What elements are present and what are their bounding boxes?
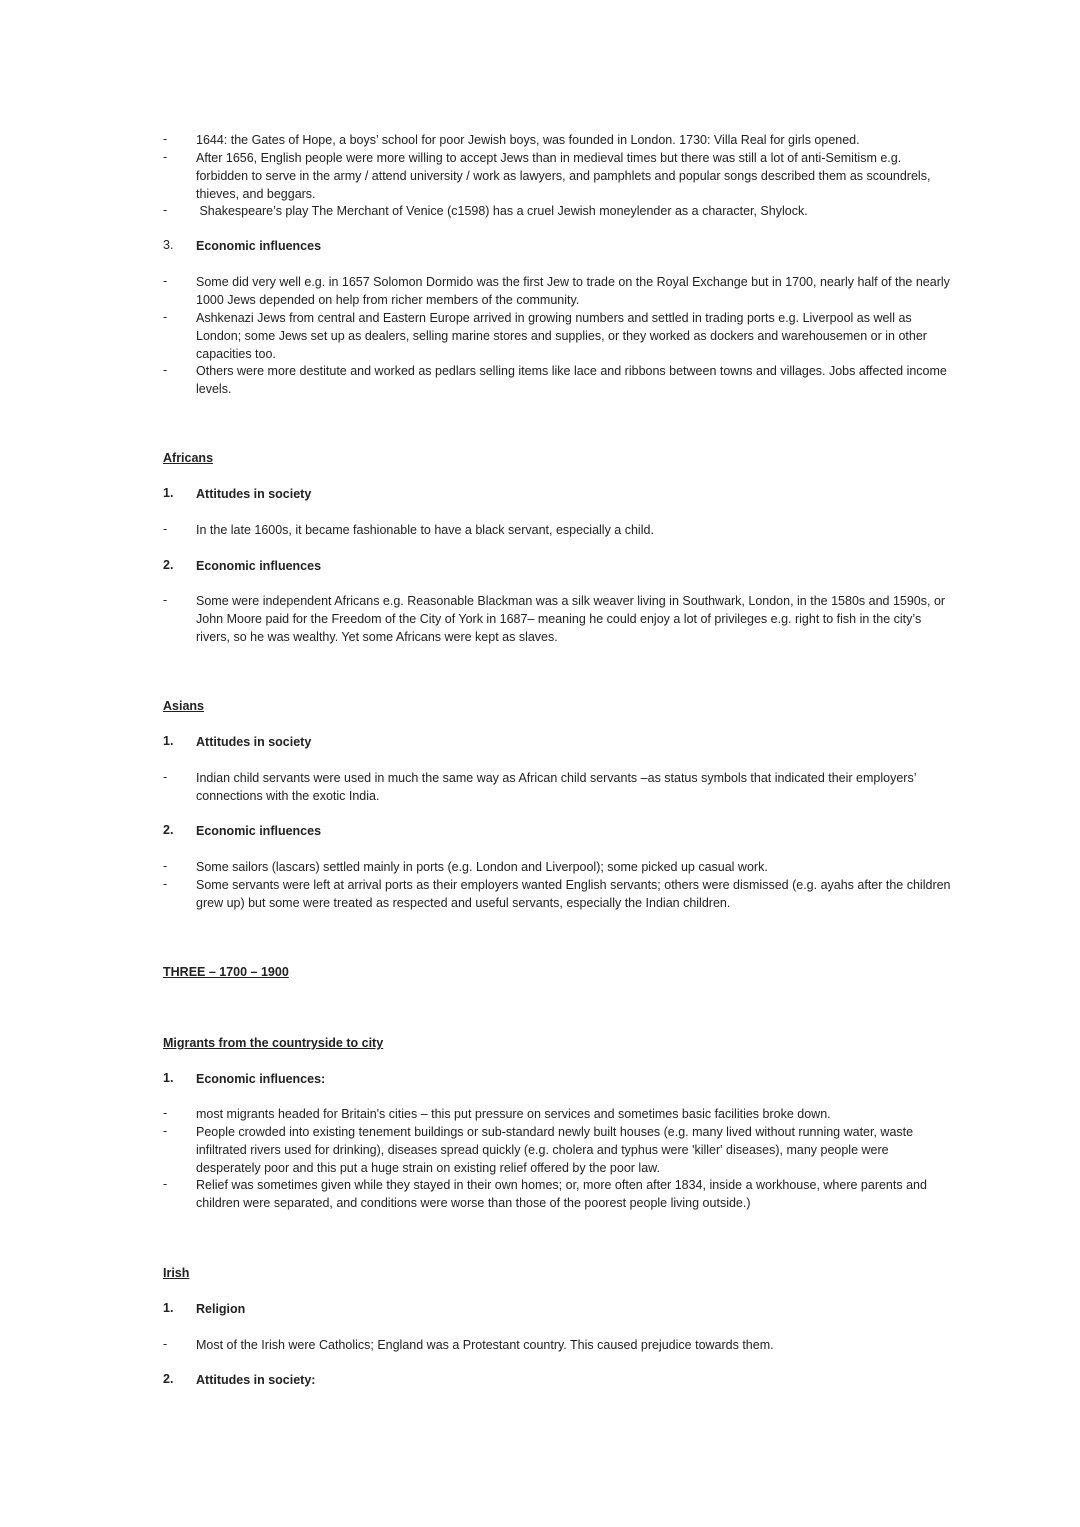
list-item: Some sailors (lascars) settled mainly in ports (e.g. London and Liverpool); some picked up casual work. [196, 860, 768, 874]
bullet-dash: - [163, 1124, 168, 1138]
list-item: Some did very well e.g. in 1657 Solomon Dormido was the first Jew to trade on the Royal Exchange but in 1700, nearly half of the nearly 1000 Jews depended on help from richer members of the community. [196, 275, 950, 307]
list-item: Relief was sometimes given while they stayed in their own homes; or, more often after 1834, inside a workhouse, where parents and children were separated, and conditions were worse than those of the poorest people living outside.) [196, 1178, 927, 1210]
section-number: 1. [163, 486, 174, 500]
section-number: 3. [163, 238, 174, 252]
bullet-dash: - [163, 593, 168, 607]
bullet-dash: - [163, 877, 168, 891]
heading-migrants: Migrants from the countryside to city [163, 1036, 384, 1050]
bullet-dash: - [163, 274, 168, 288]
section-title: Economic influences [196, 824, 322, 838]
list-item: Some were independent Africans e.g. Reasonable Blackman was a silk weaver living in Southwark, London, in the 1580s and 1590s, or John Moore paid for the Freedom of the City of York in 1687– meaning he could enjoy a lot of privileges e.g. right to fish in the city’s rivers, so he was wealthy. Yet some Africans were kept as slaves. [196, 594, 946, 644]
heading-period-three: THREE – 1700 – 1900 [163, 965, 289, 979]
section-title: Economic influences: [196, 1072, 326, 1086]
bullet-dash: - [163, 1337, 168, 1351]
list-item: People crowded into existing tenement buildings or sub-standard newly built houses (e.g. many lived without running water, waste infiltrated rivers used for drinking), diseases spread quickly (e.g. cholera and typhus were 'killer' diseases), many people were desperately poor and this put a huge strain on existing relief offered by the poor law. [196, 1125, 914, 1175]
list-item: Others were more destitute and worked as pedlars selling items like lace and ribbons between towns and villages. Jobs affected income levels. [196, 364, 947, 396]
list-item: Most of the Irish were Catholics; England was a Protestant country. This caused prejudice towards them. [196, 1338, 774, 1352]
section-title: Attitudes in society [196, 487, 312, 501]
heading-asians: Asians [163, 699, 204, 713]
list-item: Ashkenazi Jews from central and Eastern Europe arrived in growing numbers and settled in trading ports e.g. Liverpool as well as London; some Jews set up as dealers, selling marine stores and supplies, or they worked as dockers and warehousemen or in other capacities too. [196, 311, 927, 361]
bullet-dash: - [163, 522, 168, 536]
bullet-dash: - [163, 310, 168, 324]
bullet-dash: - [163, 1177, 168, 1191]
section-number: 2. [163, 558, 174, 572]
bullet-dash: - [163, 203, 168, 217]
list-item: 1644: the Gates of Hope, a boys’ school for poor Jewish boys, was founded in London. 1730: Villa Real for girls opened. [196, 133, 860, 147]
section-title: Religion [196, 1302, 246, 1316]
section-number: 1. [163, 1071, 174, 1085]
list-item: In the late 1600s, it became fashionable to have a black servant, especially a child. [196, 523, 654, 537]
section-number: 1. [163, 734, 174, 748]
bullet-dash: - [163, 770, 168, 784]
bullet-dash: - [163, 132, 168, 146]
bullet-dash: - [163, 1106, 168, 1120]
list-item: most migrants headed for Britain's cities – this put pressure on services and sometimes basic facilities broke down. [196, 1107, 831, 1121]
section-number: 2. [163, 1372, 174, 1386]
section-number: 1. [163, 1301, 174, 1315]
list-item: Some servants were left at arrival ports as their employers wanted English servants; others were dismissed (e.g. ayahs after the children grew up) but some were treated as respected and useful servants, especially the Indian children. [196, 878, 951, 910]
section-title: Economic influences [196, 559, 322, 573]
heading-africans: Africans [163, 451, 214, 465]
heading-irish: Irish [163, 1266, 190, 1280]
bullet-dash: - [163, 859, 168, 873]
section-title: Attitudes in society [196, 735, 312, 749]
section-title: Attitudes in society: [196, 1373, 316, 1387]
bullet-dash: - [163, 150, 168, 164]
list-item: After 1656, English people were more willing to accept Jews than in medieval times but there was still a lot of anti-Semitism e.g. forbidden to serve in the army / attend university / work as lawyers, and pamphlets and popular songs described them as scoundrels, thieves, and beggars. [196, 151, 931, 201]
section-title: Economic influences [196, 239, 322, 253]
list-item: Shakespeare’s play The Merchant of Venice (c1598) has a cruel Jewish moneylender as a character, Shylock. [196, 204, 808, 218]
list-item: Indian child servants were used in much the same way as African child servants –as status symbols that indicated their employers’ connections with the exotic India. [196, 771, 917, 803]
bullet-dash: - [163, 363, 168, 377]
section-number: 2. [163, 823, 174, 837]
